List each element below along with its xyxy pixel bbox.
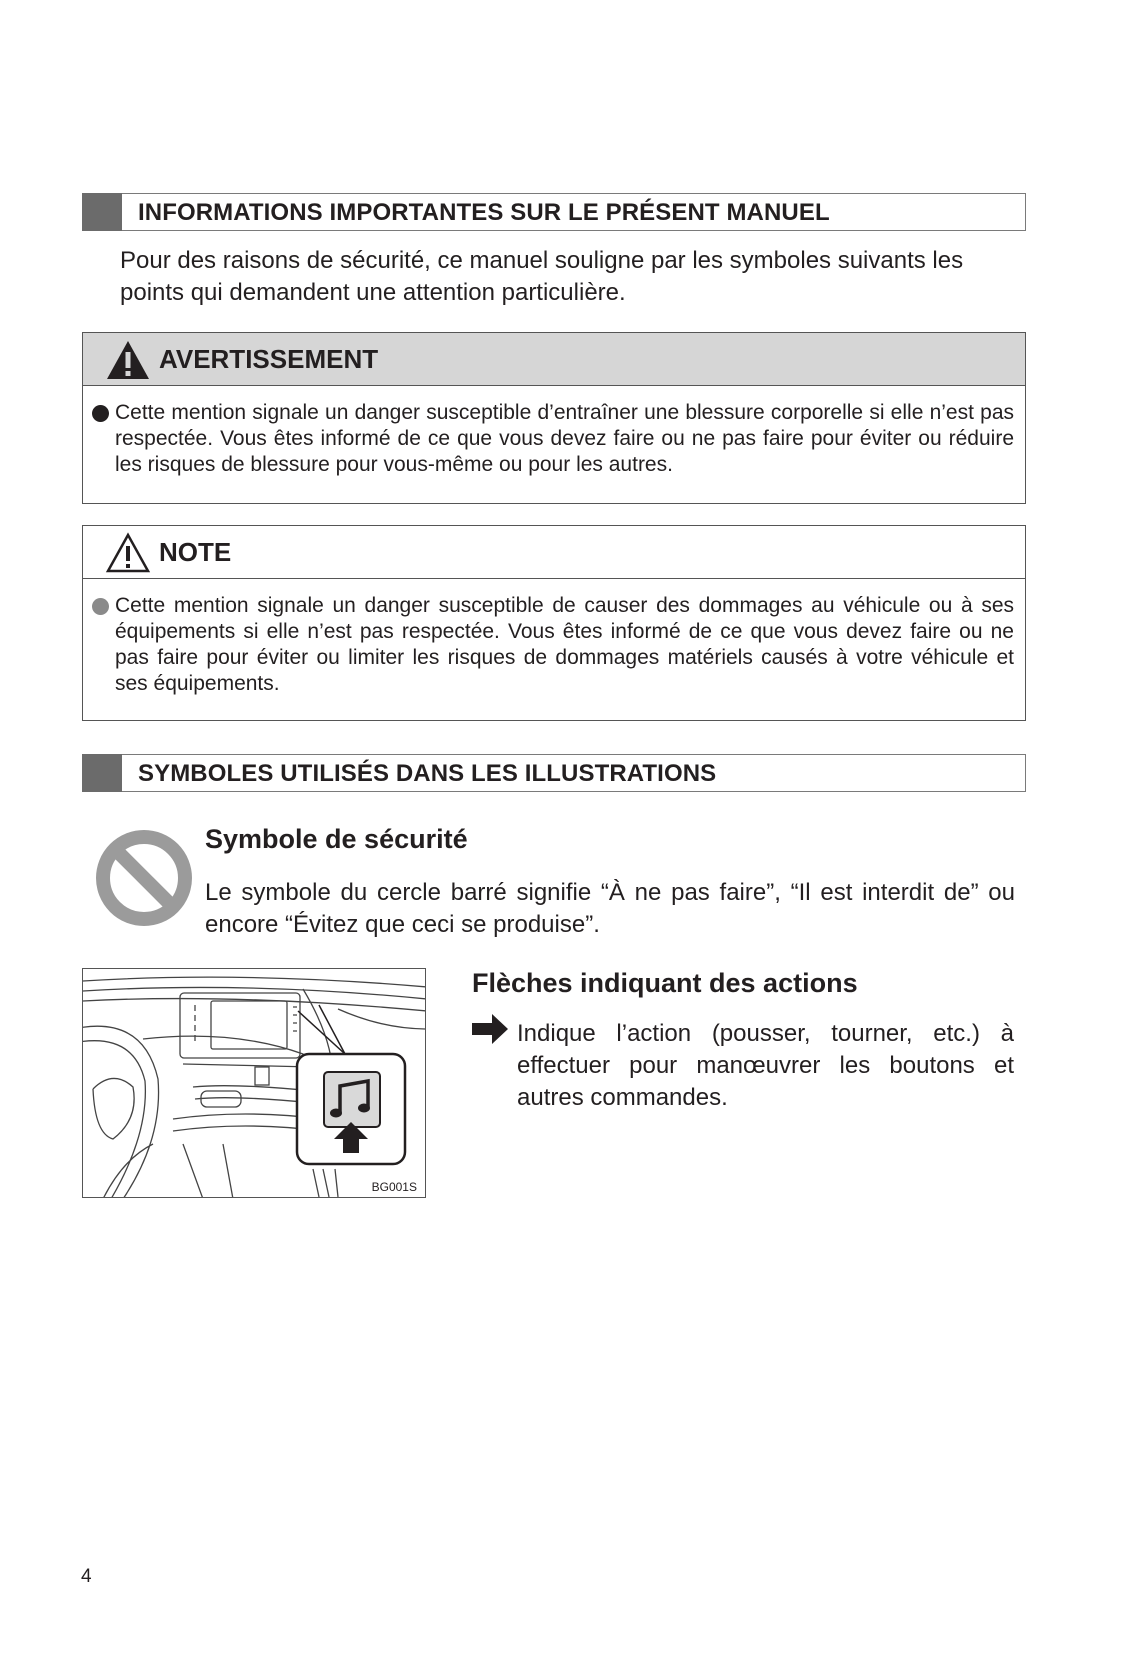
- note-header: [83, 526, 1025, 579]
- page-number: 4: [81, 1566, 92, 1587]
- dashboard-drawing: [83, 969, 426, 1198]
- header-block: [82, 754, 122, 792]
- right-arrow-icon: [472, 1014, 510, 1044]
- intro-paragraph: Pour des raisons de sécurité, ce manuel souligne par les symboles suivants les points qui demandent une attention particulière.: [120, 247, 964, 306]
- bullet-icon: [92, 405, 109, 422]
- prohibition-icon: [94, 828, 194, 928]
- warning-box: [82, 332, 1026, 504]
- note-box: [82, 525, 1026, 721]
- warning-label: AVERTISSEMENT: [159, 344, 379, 374]
- section-title: INFORMATIONS IMPORTANTES SUR LE PRÉSENT MANUEL: [138, 199, 830, 226]
- warning-body: [83, 386, 1025, 478]
- dashboard-illustration: [82, 968, 426, 1198]
- illustration-code: BG001S: [371, 1180, 417, 1194]
- note-body: [83, 579, 1025, 697]
- safety-symbol-text: Le symbole du cercle barré signifie “À ne pas faire”, “Il est interdit de” ou encore “Évitez que ceci se produise”.: [205, 879, 1015, 938]
- note-label: NOTE: [159, 537, 232, 567]
- section-title: SYMBOLES UTILISÉS DANS LES ILLUSTRATIONS: [138, 760, 717, 787]
- section-header-symbols: [82, 754, 1026, 792]
- safety-symbol-title: Symbole de sécurité: [205, 824, 468, 854]
- section-header-info: [82, 193, 1026, 231]
- bullet-icon: [92, 598, 109, 615]
- arrows-text: Indique l’action (pousser, tourner, etc.) à effectuer pour manœuvrer les boutons et autres commandes.: [517, 1020, 1014, 1111]
- note-text: Cette mention signale un danger susceptible de causer des dommages au véhicule ou à ses équipements si elle n’est pas respectée. Vous êtes informé de ce que vous devez faire ou ne pas faire pour éviter ou limiter les risques de dommages matériels causés à votre véhicule et ses équipements.: [115, 594, 1014, 695]
- arrows-title: Flèches indiquant des actions: [472, 968, 858, 998]
- warning-header: [83, 333, 1025, 386]
- caution-icon: [105, 532, 151, 574]
- warning-text: Cette mention signale un danger susceptible d’entraîner une blessure corporelle si elle n’est pas respectée. Vous êtes informé de ce que vous devez faire ou ne pas faire pour éviter ou réduire les risques de blessure pour vous-même ou pour les autres.: [115, 401, 1014, 476]
- warning-icon: [105, 339, 151, 381]
- header-block: [82, 193, 122, 231]
